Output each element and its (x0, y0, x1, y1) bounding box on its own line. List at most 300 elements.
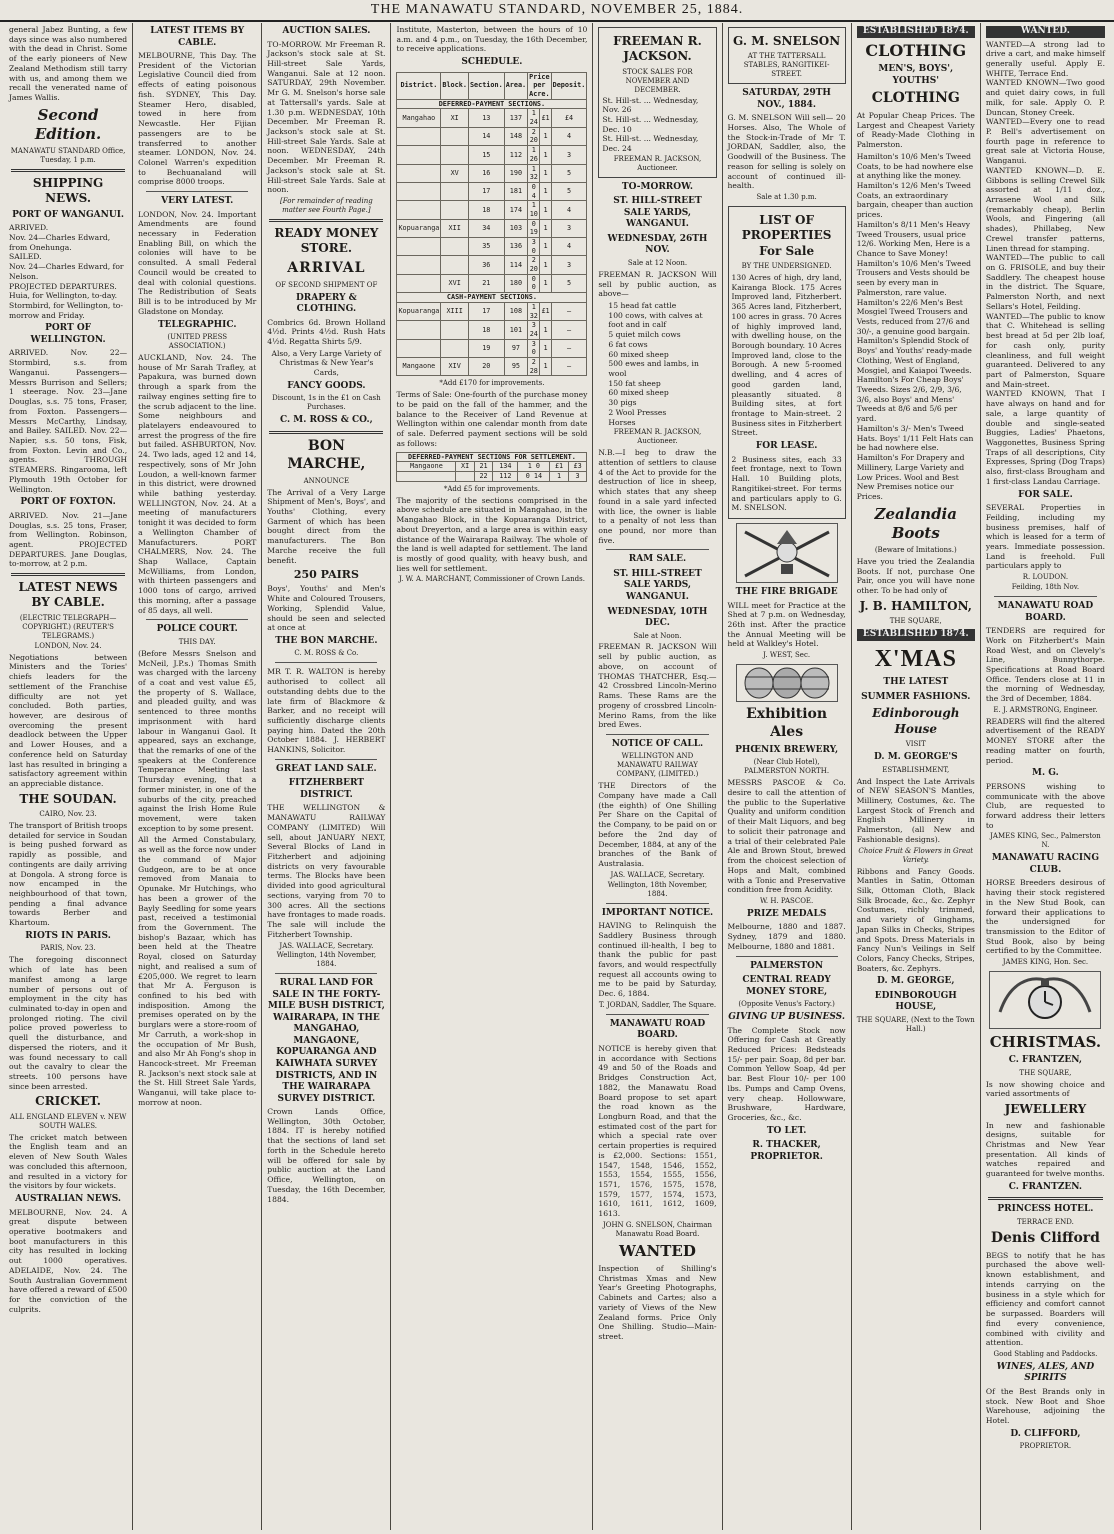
wanted-heading: WANTED. (986, 26, 1105, 38)
hamiltons-item: Hamilton's 8/11 Men's Heavy Tweed Trousers, usual price 12/6. Working Men, Here is a Chance to Save Money! (856, 219, 971, 258)
hamiltons-item: Hamilton's For Drapery and Millinery, Large Variety and Low Prices. Wool and Best New Premises notice our Prices. (856, 453, 965, 501)
frantzen-sign: C. FRANTZEN. (1008, 1181, 1083, 1192)
auction-sales-body: TO-MORROW. Mr Freeman R. Jackson's stock sale at St. Hill-street Sale Yards, Wanganui. Sale at 12 noon. SATURDAY, 29th November. Mr G. M. Snelson's horse sale at Tattersall's yards. Sale at 1.30 p.m. WEDNESDAY, 10th December. Mr Freeman R. Jackson's stock sale at St. Hill-street Sale Yards. Sale at noon. WEDNESDAY, 24th December. Mr Freeman R. Jackson's stock sale at St. Hill-street Sale Yards. Sale at noon. (267, 39, 386, 195)
brewery-name: PHŒNIX BREWERY, (735, 744, 839, 755)
divider (11, 169, 125, 172)
schedule-row (397, 238, 587, 256)
wanted-ad: WANTED—The public to know that C. Whitehead is selling best bread at 5d per 2lb loaf, for cash only, purity cleanliness, and full weight guaranteed. Delivered to any part of Palmerston, Square and Main-street. (985, 311, 1105, 389)
exhibition-ales-title: Exhibition Ales (746, 706, 828, 740)
schedule-cell: Kopuaranga (397, 302, 441, 320)
jackson-body: FREEMAN R. JACKSON Will sell by public auction, as above— (598, 269, 717, 299)
schedule-header: Price per Acre. (529, 72, 550, 99)
schedule-cell: 3 (551, 256, 587, 274)
stock-item: 15 head fat cattle (608, 301, 677, 310)
schedule-cell (441, 182, 469, 200)
very-latest-body: LONDON, Nov. 24. Important Amendments are found necessary in Federation Enabling Bill, on which the colonies will have to be consulted. A small Federal Council would be created to deal with colonial questions. The Redistribution of Seats Bill is to be introduced by Mr Gladstone on Monday. (138, 209, 257, 316)
schedule-cell: XI (441, 109, 469, 127)
column-4 (391, 23, 593, 1530)
schedule-cell: 0 14 (518, 472, 550, 482)
sale-date: St. Hill-st. ... Wednesday, Dec. 10 (602, 115, 699, 134)
very-latest-title: VERY LATEST. (161, 196, 234, 207)
snelson-box (728, 27, 846, 84)
properties-title: LIST OF PROPERTIES For Sale (741, 212, 832, 258)
schedule-cell (397, 182, 441, 200)
schedule-cell: 34 (468, 219, 504, 237)
properties-box (728, 206, 846, 519)
zealandia-sub: (Beware of Imitations.) (874, 546, 957, 555)
schedule-cell: 0 19 (528, 219, 540, 237)
hamiltons-item: Hamilton's 12/6 Men's Tweed Coats, an extraordinary bargain, cheaper than auction prices. (856, 180, 974, 220)
schedule-cell: 19 (468, 339, 504, 357)
schedule-cell: 180 (504, 274, 527, 292)
police-court-title: POLICE COURT. (156, 624, 238, 635)
divider (275, 973, 377, 974)
schedule-row (397, 182, 587, 200)
schedule-cell (397, 127, 441, 145)
schedule-cell: XI (456, 462, 474, 472)
notice-of-call-title: NOTICE OF CALL. (611, 738, 704, 749)
schedule-cell: 0 0 (528, 274, 540, 292)
jackson-sign: FREEMAN R. JACKSON, Auctioneer. (613, 428, 702, 446)
schedule-table-2 (396, 452, 587, 482)
schedule-cell: 2 28 (528, 357, 540, 375)
cricket-sub: ALL ENGLAND ELEVEN v. NEW SOUTH WALES. (9, 1112, 127, 1130)
schedule-cell: 20 (468, 357, 504, 375)
fire-brigade-title: THE FIRE BRIGADE (735, 587, 838, 598)
divider (146, 191, 248, 192)
important-notice-title: IMPORTANT NOTICE. (601, 907, 714, 918)
schedule-cell: 3 (568, 472, 587, 482)
local-items-body: All the Armed Constabulary, as well as the force now under the command of Major Gudgeon, are to be at once removed from Manaia to Opunake. Mr Hutchings, who has been a grower of the Bayly Seedling for some years past, received a testimonial from the Government. The bishop's Bazaar, which has been held at the Theatre Royal, closed on Saturday night, and realised a sum of £205,000. We regret to learn that Mr A. Ferguson is confined to his bed with indisposition. Among the premises operated on by the burglars were a store-room of Mr Carruth, a work-shop in the occupation of Mr Bush, and also Mr Ah Fong's shop in Hancock-street. Mr Freeman R. Jackson's next stock sale at the St. Hill Street Sale Yards, Wanganui, will take place to-morrow at noon. (138, 835, 257, 1107)
pairs-title: 250 PAIRS (293, 568, 359, 582)
column-2 (133, 23, 262, 1530)
properties-sub: BY THE UNDERSIGNED. (741, 262, 832, 271)
bon-marche-title: BON MARCHE, (287, 437, 366, 472)
schedule-cell: 134 (493, 462, 518, 472)
for-sale-body: SEVERAL Properties in Feilding, including my business premises, half of which is leased for a term of years. Immediate possession. Land is freehold. Full particulars apply to (985, 503, 1105, 571)
schedule-header: Deposit. (551, 72, 587, 99)
schedule-cell: £1 (550, 462, 568, 472)
wanted-ad: WANTED—The public to call on G. FRISOLE, and buy their Saddlery. The cheapest house in the district. The Square, Palmerston North, and next Sellars's Hotel, Feilding. (985, 253, 1105, 311)
schedule-cell: Mangaone (397, 462, 456, 472)
snelson-title: G. M. SNELSON (733, 34, 841, 48)
wanted-title: WANTED (619, 1241, 696, 1260)
port-foxton: PORT OF FOXTON. (20, 497, 116, 508)
readers-note: READERS will find the altered advertisement of the READY MONEY STORE after the reading matter on fourth, period. (985, 716, 1105, 765)
armstrong-sign: E. J. ARMSTRONG, Engineer. (993, 705, 1098, 714)
stock-item: 150 fat sheep (608, 378, 661, 388)
schedule-cell: 112 (493, 472, 518, 482)
schedule-cell: — (551, 321, 587, 339)
brewery-body: MESSRS PASCOE & Co. desire to call the attention of the public to the Superlative Quality and uniform condition of their Malt Liquors, and beg to solicit their patronage and a trial of their celebrated Pale Ale and Brown Stout, brewed from the choicest selection of Hops and Malt, combined with a Tonic and Preservative condition free from Acidity. (727, 778, 846, 895)
palmerston-title: PALMERSTON (750, 960, 824, 971)
schedule-cell: 13 (468, 109, 504, 127)
edition-title: Second Edition. (34, 105, 102, 143)
schedule-cell: 3 (551, 146, 587, 164)
jackson-auctioneer: FREEMAN R. JACKSON, Auctioneer. (613, 154, 702, 172)
snelson-body: G. M. SNELSON Will sell— 20 Horses. Also, The Whole of the Stock-in-Trade of Mr T. JORDAN, Saddler, also, the Goodwill of the Business. The reason for selling is solely on account of continued ill-health. (727, 113, 846, 191)
fire-brigade-sign: J. WEST, Sec. (763, 651, 811, 660)
xmas-cards: Also, a Very Large Variety of Christmas & New Year's Cards, (271, 348, 382, 378)
riots-dateline: PARIS, Nov. 23. (40, 944, 96, 953)
jewellery-title: JEWELLERY (1004, 1102, 1087, 1117)
shipping-line: Huia, for Wellington, to-day. (9, 291, 118, 301)
wellington-text: ARRIVED. Nov. 22—Stormbird, s.s. from Wanganui. Passengers—Messrs Burrison and Sellers; 1 steerage. Nov. 23—Jane Douglas, s.s. 75 tons, Fraser, from Foxton. Passengers—Messrs McCarthy, Lindsay, and Bailey. SAILED. Nov. 22—Napier, s.s. 50 tons, Fisk, from Foxton. Levin and Co., agents. THROUGH STEAMERS. Ringarooma, left Plymouth 19th October for Wellington. (9, 348, 128, 494)
jackson-dates (602, 96, 712, 154)
snelson-time: Sale at 1.30 p.m. (756, 193, 817, 201)
stock-item: 60 mixed sheep (608, 388, 669, 398)
schedule-cell: 36 (468, 256, 504, 274)
stock-item: 500 ewes and lambs, in wool (608, 359, 699, 379)
edinborough-2-sub: THE SQUARE, (Next to the Town Hall.) (856, 1015, 975, 1033)
rural-land-body: Crown Lands Office, Wellington, 30th October, 1884. IT is hereby notified that the sections of land set forth in the Schedule hereto will be offered for sale by public auction at the Land Office, Wellington, on Tuesday, the 16th December, 1884. (267, 1107, 386, 1204)
tomorrow-title: TO-MORROW. (621, 181, 693, 192)
ram-sale-time: Sale at Noon. (633, 631, 682, 640)
schedule-cell: 1 (540, 219, 551, 237)
schedule-cell: 1 (540, 357, 551, 375)
ram-sale-day: WEDNESDAY, 10TH DEC. (607, 606, 708, 629)
schedule-row (397, 109, 587, 127)
schedule-section-label: CASH-PAYMENT SECTIONS. (397, 293, 587, 303)
wanted-ad: WANTED—A strong lad to drive a cart, and make himself generally useful. Apply E. WHITE, Terrace End. (985, 39, 1105, 78)
latest-news-sub: (ELECTRIC TELEGRAPH—COPYRIGHT.) (REUTER'S TELEGRAMS.) (19, 613, 117, 640)
divider (988, 1197, 1103, 1200)
prize-medals: PRIZE MEDALS (746, 908, 827, 919)
column-7 (852, 23, 981, 1530)
schedule-cell: 0 4 (528, 182, 540, 200)
notice-of-call-company: WELLINGTON AND MANAWATU RAILWAY COMPANY, (LIMITED.) (616, 752, 699, 779)
edinborough-house: Edinborough House (872, 706, 960, 736)
masthead: THE MANAWATU STANDARD, NOVEMBER 25, 1884. (0, 0, 1114, 22)
bon-marche-body: The Arrival of a Very Large Shipment of Men's, Boys', and Youths' Clothing, every Garment of which has been bought direct from the manufacturers. The Bon Marche receive the full benefit. (267, 487, 386, 565)
wines-title: WINES, ALES, AND SPIRITS (996, 1361, 1095, 1384)
schedule-cell: 4 (551, 201, 587, 219)
schedule-cell: 108 (504, 302, 527, 320)
schedule-cell: 1 0 (518, 462, 550, 472)
lease-title: FOR LEASE. (755, 441, 818, 452)
divider (269, 431, 383, 434)
hamiltons-item: Hamilton's 10/6 Men's Tweed Trousers and Vests should be seen by every man in Palmerston, rare value. (856, 258, 971, 297)
road-board-title: MANAWATU ROAD BOARD. (609, 1018, 706, 1041)
wanted-ad: WANTED KNOWN, That I have always on hand and for sale, a large quantity of double and single-seated Buggies, Ladies' Phaetons, Waggonettes, Business Spring Traps of all descriptions, City Expresses, Spring (Dog Traps) also, first-class Brougham and 1 first-class Landau Carriage. (985, 389, 1105, 486)
columns (4, 23, 1110, 1530)
clock-wreath-icon (989, 971, 1101, 1029)
telegraphic-sub: (UNITED PRESS ASSOCIATION.) (167, 333, 228, 350)
schedule-cell: £1 (540, 302, 551, 320)
soudan-title: THE SOUDAN. (19, 791, 117, 806)
sale-date: St. Hill-st. ... Wednesday, Nov. 26 (602, 95, 699, 115)
clothing-body: At Popular Cheap Prices. The Largest and Cheapest Variety of Ready-Made Clothing in Palmerston. (856, 110, 975, 150)
schedule-row (397, 164, 587, 182)
divider (606, 1014, 708, 1015)
schedule-row (397, 339, 587, 357)
pascoe-sign: W. H. PASCOE. (759, 896, 814, 905)
hamiltons-list (857, 152, 975, 502)
cricket-body: The cricket match between the English team and an eleven of New South Wales was concluded this afternoon, and resulted in a victory for the visitors by four wickets. (9, 1132, 128, 1191)
wanted-ad: WANTED—Every one to read P. Bell's advertisement on fourth page in reference to great sale at Victoria House, Wanganui. (985, 117, 1105, 166)
schedule-cell: 5 (551, 182, 587, 200)
schedule-cell (397, 339, 441, 357)
schedule-cell: 3 (551, 219, 587, 237)
jackson-sub: STOCK SALES FOR NOVEMBER AND DECEMBER. (622, 67, 693, 94)
schedule-cell: XVI (441, 274, 469, 292)
divider (994, 596, 1097, 597)
sale-yards: ST. HILL-STREET SALE YARDS, WANGANUI. (613, 196, 702, 230)
police-court-body: (Before Messrs Snelson and McNeil, J.P.s.) Thomas Smith was charged with the larceny of a coat and vest value £5, the property of S. Wallace, and pleaded guilty, and was sentenced to three months imprisonment with hard labour in Wanganui Gaol. It appeared, says an exchange, that the remarks of one of the speakers at the Conference Temperance Meeting last Thursday evening, that a former minister, in one of the suburbs of the city, preached against the Irish Home Rule movement, were taken exception to by some present. (138, 648, 257, 833)
princess-hotel: PRINCESS HOTEL. (997, 1204, 1094, 1215)
schedule-cell: 101 (504, 321, 527, 339)
divider (275, 759, 377, 760)
divider (275, 662, 377, 663)
schedule-cell (441, 321, 469, 339)
schedule-cell: XIV (441, 357, 469, 375)
column-8 (981, 23, 1110, 1530)
latest-news-body: Negotiations between Ministers and the Tories' chiefs leaders for the settlement of the Franchise difficulty are not yet concluded. Both parties, however, are desirous of overcoming the present deadlock between the Upper and Lower Houses, and a conference held on Saturday last has resulted in bringing a satisfactory agreement within an appreciable distance. (9, 652, 128, 788)
schedule-row (397, 127, 587, 145)
schedule-cell: 1 (540, 274, 551, 292)
column-3 (262, 23, 391, 1530)
stock-item: Horses (608, 417, 636, 427)
ready-money-store-title: READY MONEY STORE. (274, 225, 379, 256)
prize-medals-body: Melbourne, 1880 and 1887. Sydney, 1879 and 1880. Melbourne, 1880 and 1881. (727, 922, 846, 951)
schedule-cell: 190 (504, 164, 527, 182)
wallace-sign: JAS. WALLACE, Secretary. (279, 941, 374, 950)
visit-label: VISIT (905, 740, 926, 749)
arrival-title: ARRIVAL (287, 259, 366, 276)
fancy-goods: FANCY GOODS. (287, 380, 366, 391)
mg-body: PERSONS wishing to communicate with the above Club, are requested to forward address their letters to (985, 781, 1105, 830)
frantzen-name: C. FRANTZEN, (1008, 1055, 1083, 1066)
schedule-cell (397, 256, 441, 274)
wanganui-entries (9, 223, 127, 320)
column-1 (4, 23, 133, 1530)
zealandia-title: Zealandia Boots (874, 504, 957, 542)
schedule-cell: XIII (441, 302, 469, 320)
latest-news-title: LATEST NEWS BY CABLE. (18, 580, 118, 610)
schedule-note: *Add £170 for improvements. (439, 379, 545, 388)
australian-news-body: MELBOURNE, Nov. 24. A great dispute between operative bootmakers and boot manufacturers in this city has resulted in locking out 1000 operatives. ADELAIDE, Nov. 24. The South Australian Government have offered a reward of £500 for the conviction of the culprits. (9, 1207, 128, 1314)
divider (11, 573, 125, 576)
schedule-cell: 1 (540, 146, 551, 164)
schedule-cell: 21 (468, 274, 504, 292)
cable-title: LATEST ITEMS BY CABLE. (150, 26, 245, 48)
stock-item: 5 quiet milch cows (608, 330, 681, 340)
shipping-line: Nov. 24—Charles Edward, from Onehunga. (9, 232, 111, 252)
snelson-sub: AT THE TATTERSALL STABLES, RANGITIKEI-STREET. (743, 52, 830, 79)
latest-label: THE LATEST (883, 677, 949, 688)
police-court-sub: THIS DAY. (178, 637, 216, 646)
schedule-cell: 5 (551, 274, 587, 292)
stock-item: 2 Wool Presses (608, 407, 667, 417)
schedule-cell: 14 (468, 127, 504, 145)
schedule-cell: XII (441, 219, 469, 237)
stock-item: 60 mixed sheep (608, 349, 669, 359)
column-6 (723, 23, 852, 1530)
schedule-cell: 15 (468, 146, 504, 164)
drapery-body: Combrics 6d. Brown Holland 4½d. Prints 4½d. Rush Hats 4½d. Regatta Shirts 5/9. (267, 317, 386, 346)
marchant-sign: J. W. A. MARCHANT, Commissioner of Crown Lands. (398, 575, 585, 584)
schedule-cell (441, 127, 469, 145)
wanted-ad: WANTED KNOWN—D. E. Gibbons is selling Crewel Silk assorted at 1/11 doz., Arrasene Wool and Silk (remarkably cheap), Berlin Wools, and Fingering (all shades), Phillabeg, New Crewel transfer patterns, Linen thread for stamping. (985, 165, 1105, 253)
schedule-cell: 114 (504, 256, 527, 274)
port-wanganui: PORT OF WANGANUI. (12, 209, 125, 220)
christmas-title: CHRISTMAS. (989, 1033, 1102, 1052)
schedule-row (397, 219, 587, 237)
schedule-body-2 (397, 452, 587, 481)
schedule-cell: Mangahao (397, 109, 441, 127)
divider (606, 734, 708, 735)
frantzen-body: Is now showing choice and varied assortments of (985, 1079, 1105, 1099)
racing-club-body: HORSE Breeders desirous of having their stock registered in the New Stud Book, can forward their applications to the undersigned for transmission to the Editor of Stud Book, also by being certified to by the Committee. (985, 878, 1105, 956)
divider (736, 956, 838, 957)
sale-day: WEDNESDAY, 26TH NOV. (607, 233, 708, 256)
pairs-body: Boys', Youths' and Men's White and Coloured Trousers, Working, Splendid Value, should be seen and selected at once at (267, 584, 386, 633)
clifford-sign: D. CLIFFORD, (1010, 1428, 1081, 1439)
wanted-list (986, 40, 1105, 487)
schedule-cell: 148 (504, 127, 527, 145)
schedule-row (397, 256, 587, 274)
discount-text: Discount, 1s in the £1 on Cash Purchases. (272, 394, 381, 412)
schedule-cell: 1 26 (528, 146, 540, 164)
schedule-cell: 17 (468, 182, 504, 200)
mrb-body: TENDERS are required for Work on Fitzherbert's Main Road West, and on Clevely's Line, Bunnythorpe. Specifications at Road Board Office. Tenders close at 11 in the morning of Wednesday, the 3rd of December, 1884. (985, 626, 1105, 704)
schedule-cell (397, 201, 441, 219)
barrels-icon (736, 664, 838, 702)
schedule-cell: 1 (540, 201, 551, 219)
mrb-title: MANAWATU ROAD BOARD. (997, 601, 1094, 623)
brewery-sub: (Near Club Hotel), PALMERSTON NORTH. (744, 758, 830, 776)
notice-of-call-body: THE Directors of the Company have made a Call (the eighth) of One Shilling Per Share on the Capital of the Company, to be paid on or before the 2nd day of December, 1884, at any of the branches of the Bank of Australasia. (598, 781, 717, 869)
schedule-row (397, 274, 587, 292)
wines-body: Of the Best Brands only in stock. New Boot and Shoe Warehouse, adjoining the Hotel. (985, 1386, 1105, 1426)
great-land-sale-sub: FITZHERBERT DISTRICT. (288, 778, 364, 800)
schedule-cell: £4 (551, 109, 587, 127)
clothing-title-2: CLOTHING (871, 90, 960, 107)
schedule-cell: 1 (550, 472, 568, 482)
rural-land-title: RURAL LAND FOR SALE IN THE FORTY-MILE BUSH DISTRICT, WAIRARAPA, IN THE MANGAHAO, MANGAONE, KOPUARANGA AND KAIWHATA SURVEY DISTRICTS, AND IN THE WAIRARAPA SURVEY DISTRICT. (267, 978, 385, 1104)
hamiltons-item: Hamilton's For Cheap Boys' Tweeds. Sizes 2/6, 2/9, 3/6, 3/6, also Boys' and Mens' Tweeds at 8/6 and 5/6 per yard. (856, 375, 964, 424)
schedule-cell (397, 146, 441, 164)
schedule-cell (441, 238, 469, 256)
stabling: Good Stabling and Paddocks. (993, 1349, 1098, 1358)
sale-date: St. Hill-st. ... Wednesday, Dec. 24 (602, 134, 699, 154)
establishment: ESTABLISHMENT, (882, 765, 950, 774)
cricket-title: CRICKET. (35, 1094, 101, 1109)
shipping-line: Nov. 24—Charles Edward, for Nelson. (9, 262, 124, 281)
telegraphic-title: TELEGRAPHIC. (157, 319, 237, 330)
schedule-cell: XV (441, 164, 469, 182)
schedule-cell: 136 (504, 238, 527, 256)
clifford-title: Denis Clifford (990, 1229, 1100, 1246)
schedule-section-row (397, 452, 587, 462)
frantzen-sub: THE SQUARE, (1019, 1068, 1072, 1077)
schedule-cell: 1 32 (528, 302, 540, 320)
central-rms-sub: (Opposite Venus's Factory.) (738, 1000, 835, 1009)
schedule-cell: 95 (504, 357, 527, 375)
schedule-cell (456, 472, 474, 482)
hamiltons-item: Hamilton's Splendid Stock of Boys' and Youths' ready-made Clothing, West of England, Mosgiel, and Kaiapoi Tweeds. (856, 336, 972, 375)
hamiltons-item: Hamilton's 3/- Men's Tweed Hats. Boys' 1/11 Felt Hats can be had nowhere else. (856, 423, 974, 453)
schedule-cell (397, 274, 441, 292)
schedule-cell: — (551, 302, 587, 320)
ram-sale-title: RAM SALE. (628, 554, 687, 565)
schedule-cell: £3 (568, 462, 587, 472)
snelson-date: SATURDAY, 29TH NOV., 1884. (742, 88, 831, 110)
hamiltons-item: Hamilton's 22/6 Men's Best Mosgiel Tweed Trousers and Vests, reduced from 27/6 and 30/-, a genuine good bargain. (856, 297, 971, 336)
important-notice-body: HAVING to Relinquish the Saddlery Business through continued ill-health, I beg to thank the public for past favors, and would respectfully request all accounts owing to me to be paid by Saturday, Dec. 6, 1884. (598, 921, 717, 999)
schedule-title: SCHEDULE. (461, 57, 523, 68)
schedule-cell: 1 (540, 256, 551, 274)
drapery-title: DRAPERY & CLOTHING. (295, 292, 357, 315)
choice-body: Ribbons and Fancy Goods. Mantles in Satin, Ottoman Silk, Ottoman Cloth, Black Silk Brocade, &c., &c. Zephyr Costumes, richly trimmed, and variety of Ginghams, Japan Silks in Checks, Stripes and Spots. Dress Materials in Fancy Nun's Veilings in Self Colors, Fancy Checks, Stripes, Boaters, &c. Zephyrs. (856, 866, 975, 973)
ross-name: C. M. ROSS & CO., (279, 415, 373, 426)
schedule-row (397, 146, 587, 164)
choice-fruit: Choice Fruit & Flowers in Great Variety. (858, 846, 974, 864)
schedule-cell: 22 (474, 472, 492, 482)
bon-marche-sign: THE BON MARCHE. (275, 635, 378, 646)
schedule-cell: 3 0 (528, 238, 540, 256)
schedule-cell: 103 (504, 219, 527, 237)
schedule-header: District. (397, 72, 441, 99)
port-wellington: PORT OF WELLINGTON. (30, 323, 106, 345)
schedule-cell (441, 146, 469, 164)
schedule-row (397, 357, 587, 375)
wallace-date: Wellington, 14th November, 1884. (276, 951, 377, 969)
great-land-sale-body: THE WELLINGTON & MANAWATU RAILWAY COMPANY (LIMITED) Will sell, about JANUARY NEXT, Several Blocks of Land in Fitzherbert and adjoining districts on very favourable terms. The Blocks have been divided into good agricultural sections, varying from 70 to 300 acres. All the sections have frontages to made roads. The sale will include the Fitzherbert Township. (267, 803, 386, 939)
schedule-cell: 17 (468, 302, 504, 320)
thacker-sign: R. THACKER, PROPRIETOR. (750, 1140, 823, 1162)
schedule-row (397, 472, 587, 482)
schedule-cell (397, 472, 456, 482)
jackson-stock-sales-box (598, 27, 716, 178)
jewellery-body: In new and fashionable designs, suitable for Christmas and New Year presentation. All kinds of watches repaired and guaranteed for twelve months. (985, 1120, 1105, 1179)
schedule-section-label: DEFERRED-PAYMENT SECTIONS FOR SETTLEMENT. (397, 452, 587, 462)
road-board-body: NOTICE is hereby given that in accordance with Sections 49 and 50 of the Roads and Bridges Construction Act, 1882, the Manawatu Road Board propose to set apart the road known as the Longburn Road, and that the estimated cost of the part for which a special rate over certain properties is required is £2,000. Sections: 1551, 1547, 1548, 1546, 1552, 1553, 1554, 1555, 1556, 1571, 1576, 1575, 1578, 1579, 1577, 1574, 1573, 1610, 1611, 1612, 1609, 1613. (598, 1043, 717, 1219)
schedule-row (397, 462, 587, 472)
schedule-header: Area. (504, 72, 527, 99)
schedule-cell: 5 (551, 164, 587, 182)
jordan-sign: T. JORDAN, Saddler, The Square. (598, 1000, 717, 1009)
dm-george-2: D. M. GEORGE, (877, 976, 955, 987)
schedule-cell: 3 0 (528, 339, 540, 357)
schedule-cell: £1 (540, 109, 551, 127)
properties-body: 130 Acres of high, dry land, Kairanga Block. 175 Acres Improved land, Fitzherbert. 365 Acres land, Fitzherbert, 100 acres in grass. 70 Acres of highly improved land, with dwelling house, on the Borough boundary. 10 Acres Improved land, close to the Borough. A new 5-roomed dwelling, and 4 acres of good garden land, pleasantly situated. 8 Building sites, at fort frontage to Main-street. 2 Business sites in Fitzherbert Street. (731, 272, 842, 438)
schedule-cell (397, 321, 441, 339)
proprietor-label: PROPRIETOR. (1019, 1442, 1072, 1451)
schedule-body (397, 99, 587, 376)
shipping-title: SHIPPING NEWS. (32, 176, 104, 206)
schedule-section-row (397, 99, 587, 109)
schedule-cell: 1 (540, 127, 551, 145)
schedule-cell: 4 (551, 127, 587, 145)
clifford-body: BEGS to notify that he has purchased the above well-known establishment, and intends carrying on the business in a style which for efficiency and comfort cannot be surpassed. Boarders will find every convenience, combined with civility and attention. (985, 1250, 1105, 1348)
mg-title: M. G. (1032, 768, 1059, 779)
schedule-cell: 137 (504, 109, 527, 127)
to-let: TO LET. (766, 1125, 807, 1136)
latest-news-dateline: LONDON, Nov. 24. (34, 641, 102, 650)
dm-george: D. M. GEORGE'S (873, 752, 958, 763)
terrace-end: TERRACE END. (1016, 1217, 1074, 1226)
schedule-cell: 35 (468, 238, 504, 256)
hamiltons-item: Hamilton's 10/6 Men's Tweed Coats, to be had nowhere else at anything like the money. (856, 151, 974, 181)
king-sign-2: JAMES KING, Hon. Sec. (1002, 958, 1089, 967)
schedule-intro: Institute, Masterton, between the hours of 10 a.m. and 4 p.m., on Tuesday, the 16th December, to receive applications. (396, 25, 588, 54)
schedule-row (397, 302, 587, 320)
established-banner-2: ESTABLISHED 1874. (857, 629, 975, 641)
schedule-cell: 1 24 (528, 109, 540, 127)
schedule-cell (441, 201, 469, 219)
road-board-sign: JOHN G. SNELSON, Chairman Manawatu Road Board. (602, 1220, 712, 1238)
